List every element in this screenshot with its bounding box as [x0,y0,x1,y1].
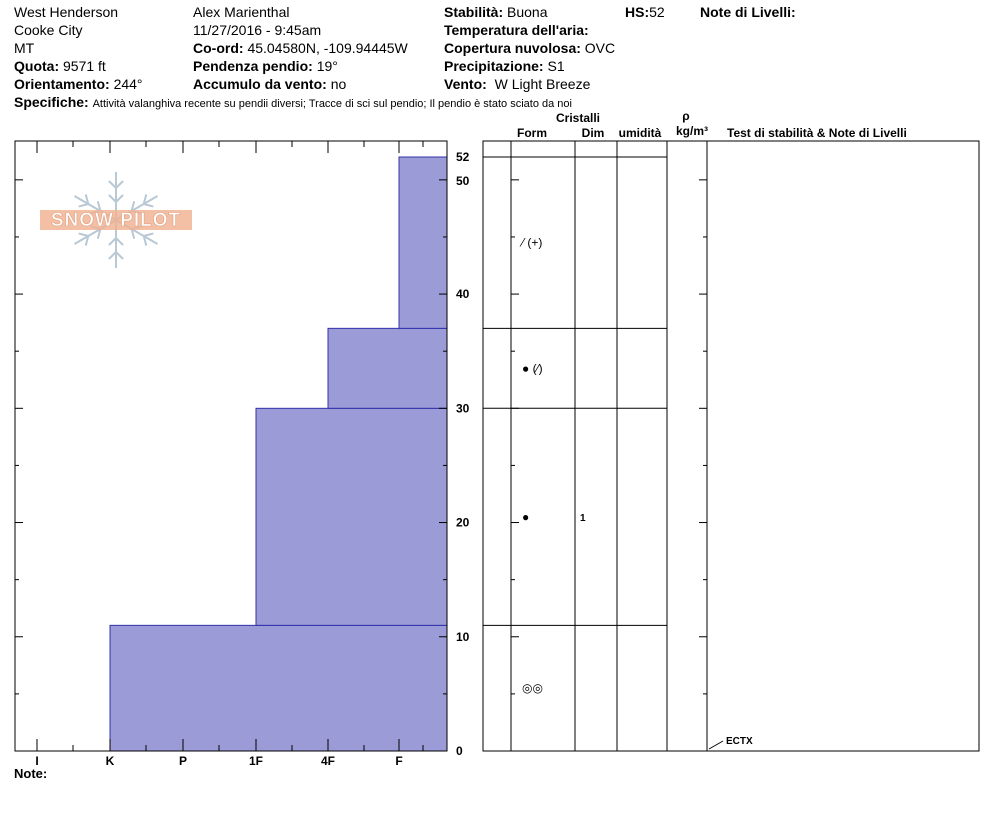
moisture-header: umidità [618,126,662,140]
hardness-tick-label: 4F [320,754,336,768]
snowflake-branch [109,181,116,188]
aspect-label: Orientamento: [14,76,110,92]
layer-table [483,141,979,751]
state-name: MT [14,40,35,56]
elevation-label: Quota: [14,58,60,74]
stability-notes-header: Test di stabilità & Note di Livelli [727,126,907,140]
coordinates-label: Co-ord: [193,40,244,56]
notes-label: Note: [14,766,48,781]
specifics-value: Attività valanghiva recente su pendii diversi; Tracce di sci sul pendio; Il pendio è stato sciato da noi [92,98,572,110]
stability-value: Buona [507,4,548,20]
snowflake-branch [116,252,123,259]
wind-loading-label: Accumulo da vento: [193,76,327,92]
observer-name: Alex Marienthal [193,4,290,20]
coordinates-value: 45.04580N, -109.94445W [247,40,408,56]
layer-notes-label: Note di Livelli: [700,4,796,20]
snowflake-branch [116,181,123,188]
snowflake-branch [109,238,116,245]
layer-form-0: ◎◎ [522,681,543,696]
hardness-bar-3 [399,157,447,328]
hardness-bar-2 [328,328,447,408]
dim-header: Dim [581,126,605,140]
depth-tick-label: 52 [456,150,470,164]
specifics-label: Specifiche: [14,94,89,110]
precipitation-value: S1 [547,58,565,74]
city-name: Cooke City [14,22,83,38]
snowflake-branch [144,204,154,207]
stability-label: Stabilità: [444,4,504,20]
slope-angle-label: Pendenza pendio: [193,58,313,74]
hardness-tick-label: F [395,754,403,768]
snowflake-branch [116,195,123,202]
depth-tick-label: 10 [456,629,470,644]
precipitation-label: Precipitazione: [444,58,544,74]
hardness-bar-0 [110,625,447,751]
table-depth-ticks [511,180,707,751]
slope-angle-value: 19° [316,58,338,74]
depth-tick-label: 20 [456,515,470,530]
sky-cover-value: OVC [584,40,616,56]
location-name: West Henderson [14,4,119,20]
depth-tick-label: 40 [456,287,470,302]
observation-datetime: 11/27/2016 - 9:45am [193,22,322,38]
air-temperature-label: Temperatura dell'aria: [444,22,589,38]
form-header: Form [517,126,547,140]
snowflake-branch [144,233,154,236]
depth-tick-label: 30 [456,401,470,416]
hardness-bar-1 [256,408,447,625]
test-pointer [709,741,723,749]
hardness-bars [110,157,447,751]
stability-test-label: ECTX [726,736,753,747]
hardness-tick-label: K [105,754,115,768]
aspect-value: 244° [113,76,143,92]
snowflake-branch [109,252,116,259]
depth-tick-label: 50 [456,173,470,188]
layer-dim-1: 1 [580,512,586,524]
hardness-tick-label: I [35,754,39,768]
snowflake-branch [79,233,89,236]
snow-height-label: HS: [625,4,650,20]
snowflake-branch [116,238,123,245]
snowflake-branch [109,195,116,202]
wind-label: Vento: [444,76,487,92]
wind-loading-value: no [330,76,347,92]
logo-text: SNOW PILOT [50,210,182,231]
layer-form-1: ● [522,509,530,524]
hardness-tick-label: 1F [248,754,264,768]
depth-tick-label: 0 [456,744,463,758]
elevation-value: 9571 ft [63,58,106,74]
crystals-header: Cristalli [555,111,601,125]
density-symbol-header: ρ [682,109,690,123]
sky-cover-label: Copertura nuvolosa: [444,40,581,56]
stability-tests [709,736,753,749]
snow-height-value: 52 [649,4,665,20]
density-unit-header: kg/m³ [675,124,709,138]
wind-value: W Light Breeze [494,76,591,92]
table-frame [483,141,979,751]
snowpilot-logo [40,172,192,268]
layer-form-2: ● (⁄) [522,361,543,376]
snowflake-branch [79,204,89,207]
hardness-tick-label: P [178,754,188,768]
layer-form-3: ⁄ (+) [522,235,543,250]
